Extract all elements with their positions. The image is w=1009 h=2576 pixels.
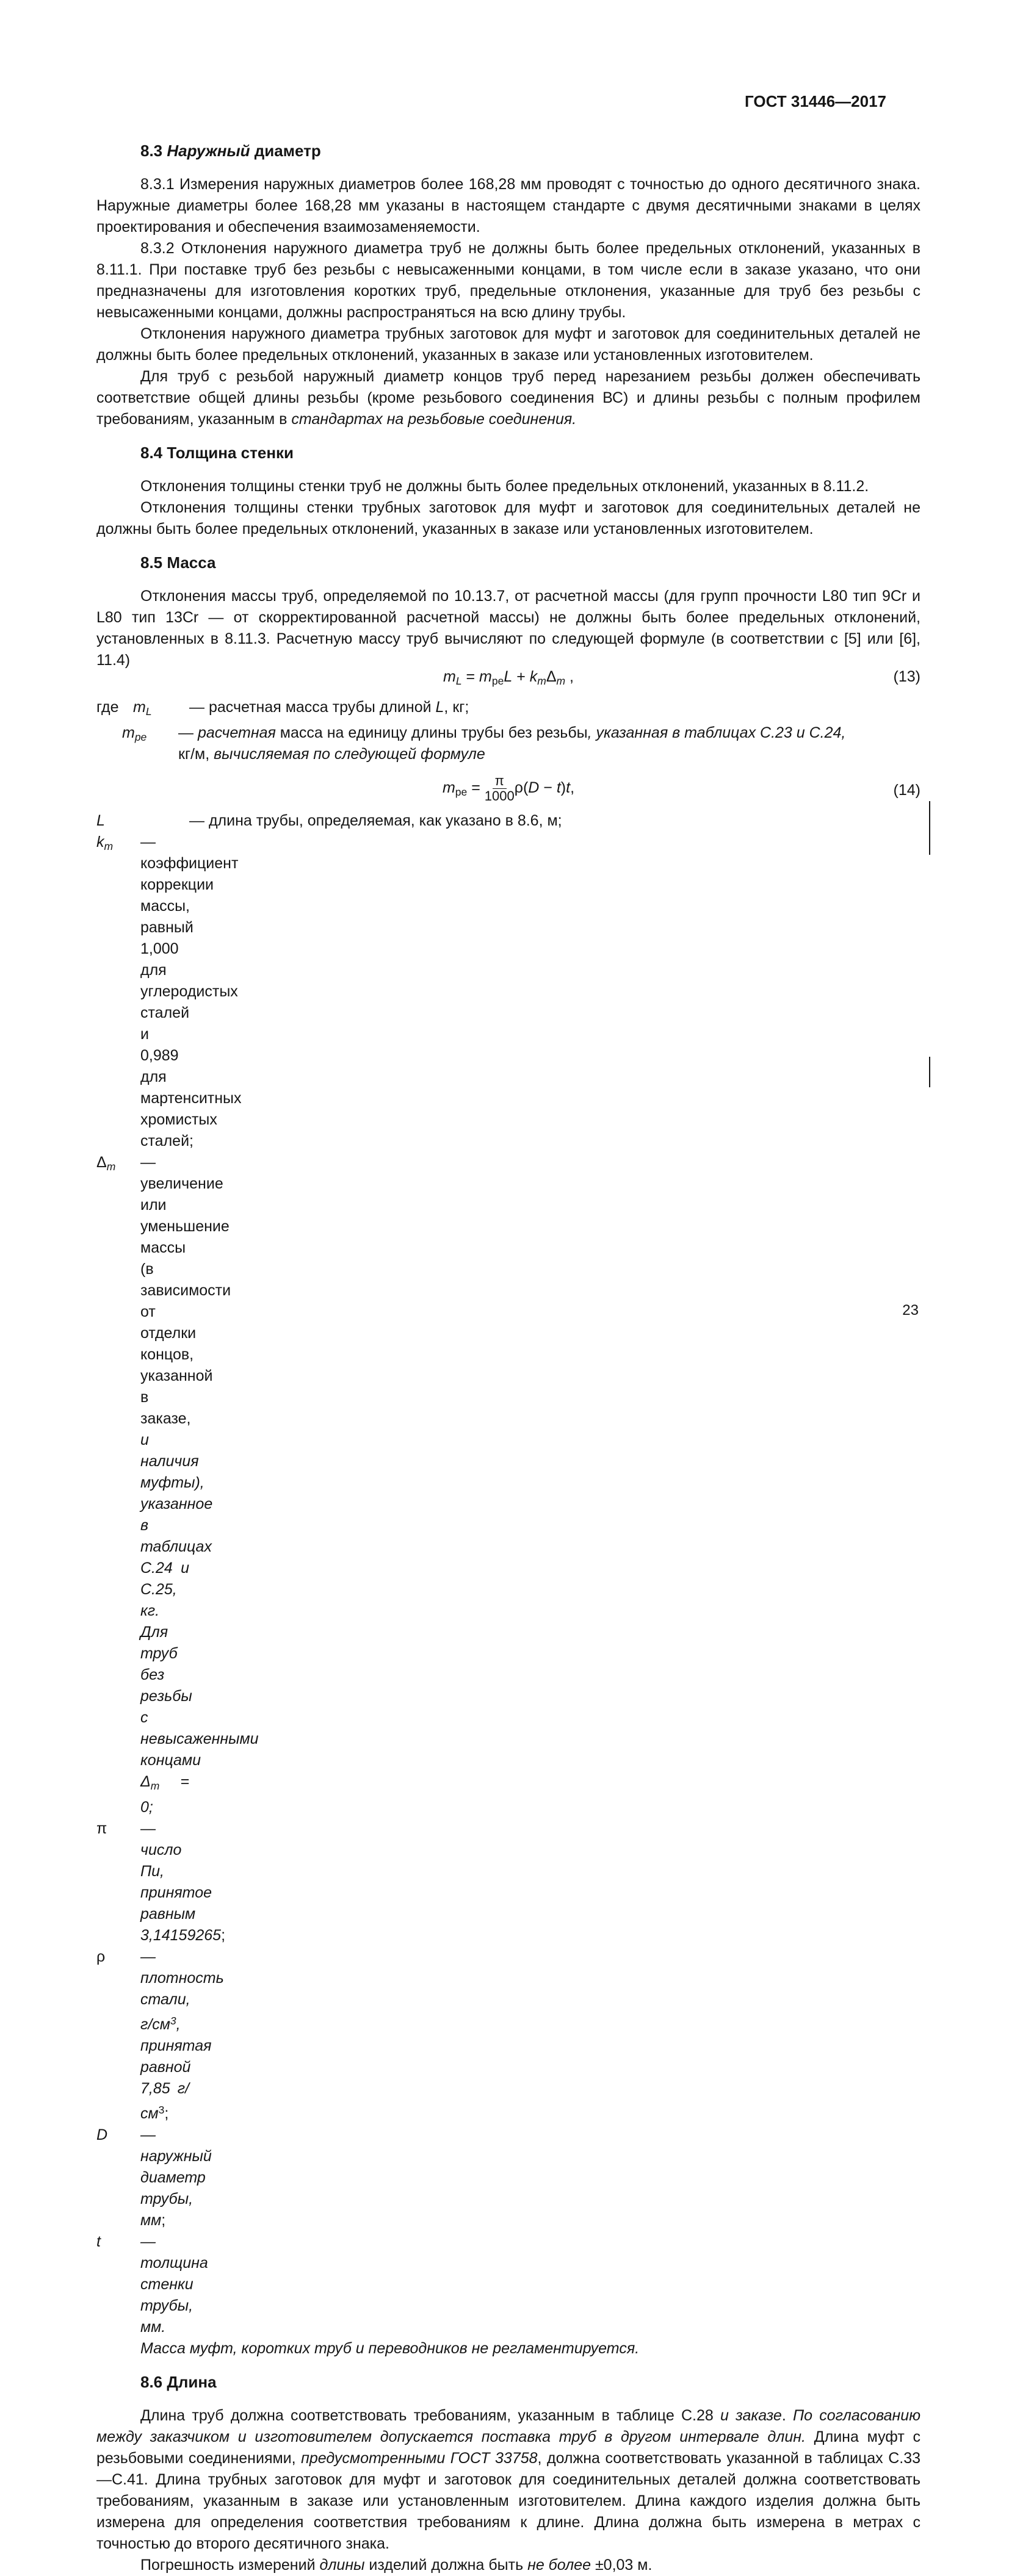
section-heading: 8.3 Наружный диаметр xyxy=(140,142,321,160)
paragraph: Отклонения толщины стенки труб не должны быть более предельных отклонений, указанных в 8.11.2. xyxy=(140,478,869,495)
paragraph: Длина труб должна соответствовать требованиям, указанным в таблице С.28 и заказе. По согласованию между заказчиком и изготовителем допускается поставка труб в другом интервале длин. Длина муфт с резьбовыми соединениями, предусмотренными ГОСТ 33758, должна соответствовать указанной в таблицах С.33—С.41. Длина трубных заготовок для муфт и заготовок для соединительных деталей должна соответствовать требованиям, указанным в заказе или установленным изготовителем. Длина каждого изделия должна быть измерена для определения соответствия требованиям к длине. Длина должна быть измерена в метрах с точностью до второго десятичного знака. xyxy=(96,2407,920,2552)
change-bar xyxy=(929,1057,930,1087)
note: Масса муфт, коротких труб и переводников не регламентируется. xyxy=(140,2340,640,2357)
definition-item: t — толщина стенки трубы, мм. xyxy=(96,2233,208,2336)
definition-item: где $m_L$ — расчетная масса трубы длиной L, кг; xyxy=(96,699,469,718)
section-heading: 8.4 Толщина стенки xyxy=(140,444,294,462)
definition-item: $k_m$ — коэффициент коррекции массы, равный 1,000 для углеродистых сталей и 0,989 для мартенситных хромистых сталей; xyxy=(96,833,242,1149)
definition-item: $\Delta_m$ — увеличение или уменьшение массы (в зависимости от отделки концов, указанной в заказе, и наличия муфты), указанное в таблицах С.24 и С.25, кг. Для труб без резьбы с невысаженными концами $\Delta_m = 0$; xyxy=(96,1154,259,1816)
paragraph: Погрешность измерений длины изделий должна быть не более ±0,03 м. xyxy=(140,2556,653,2574)
document-header: ГОСТ 31446—2017 xyxy=(745,92,886,110)
paragraph: Отклонения толщины стенки трубных заготовок для муфт и заготовок для соединительных деталей не должны быть более предельных отклонений, указанных в заказе или установленных изготовителем. xyxy=(96,499,920,538)
formula-number: (14) xyxy=(893,782,920,799)
definition-item: $m_{pe}$ — расчетная масса на единицу длины трубы без резьбы, указанная в таблицах С.23 и С.24, кг/м, вычисляемая по следующей формуле xyxy=(122,724,846,763)
paragraph: 8.3.2 Отклонения наружного диаметра труб не должны быть более предельных отклонений, указанных в 8.11.1. При поставке труб без резьбы с невысаженными концами, в том числе если в заказе указано, что они предназначены для изготовления коротких труб, предельные отклонения, указанные для труб без резьбы с невысаженными концами, должны распространяться на всю длину трубы. xyxy=(96,240,920,321)
document-body xyxy=(96,140,920,2576)
change-bar xyxy=(929,801,930,855)
formula-expression: $m_{pe}$ = $\frac{\pi}{1000}$ ρ(D − t)t, xyxy=(442,773,575,804)
definition-item: π — число Пи, принятое равным 3,14159265; xyxy=(96,1820,226,1944)
definitions-list xyxy=(96,697,920,2359)
definition-item: ρ — плотность стали, $г/см^3$, принятая равной 7,85 $г/см^3$; xyxy=(96,1948,224,2122)
definition-item: L — длина трубы, определяемая, как указано в 8.6, м; xyxy=(96,812,562,829)
paragraph: 8.3.1 Измерения наружных диаметров более 168,28 мм проводят с точностью до одного десятичного знака. Наружные диаметры более 168,28 мм указаны в настоящем стандарте с двумя десятичными знаками в целях проектирования и обеспечения взаимозаменяемости. xyxy=(96,176,920,236)
section-heading: 8.6 Длина xyxy=(140,2373,217,2391)
formula-14 xyxy=(96,770,920,810)
formula-expression: $m_L = m_{pe}L + k_m\Delta_m$ , xyxy=(443,668,574,687)
page-number: 23 xyxy=(902,1302,919,1319)
paragraph: Для труб с резьбой наружный диаметр концов труб перед нарезанием резьбы должен обеспечивать соответствие общей длины резьбы (кроме резьбового соединения ВС) и длины резьбы с полным профилем требованиям, указанным в стандартах на резьбовые соединения. xyxy=(96,368,920,428)
paragraph: Отклонения массы труб, определяемой по 10.13.7, от расчетной массы (для групп прочности L80 тип 9Cr и L80 тип 13Cr — от скорректированной расчетной массы) не должны быть более предельных отклонений, установленных в 8.11.3. Расчетную массу труб вычисляют по следующей формуле (в соответствии с [5] или [6], 11.4) xyxy=(96,588,920,669)
paragraph: Отклонения наружного диаметра трубных заготовок для муфт и заготовок для соединительных деталей не должны быть более предельных отклонений, указанных в заказе или установленных изготовителем. xyxy=(96,325,920,364)
formula-13 xyxy=(96,666,920,692)
definition-item: D — наружный диаметр трубы, мм; xyxy=(96,2126,212,2229)
formula-number: (13) xyxy=(893,668,920,685)
section-heading: 8.5 Масса xyxy=(140,553,216,572)
